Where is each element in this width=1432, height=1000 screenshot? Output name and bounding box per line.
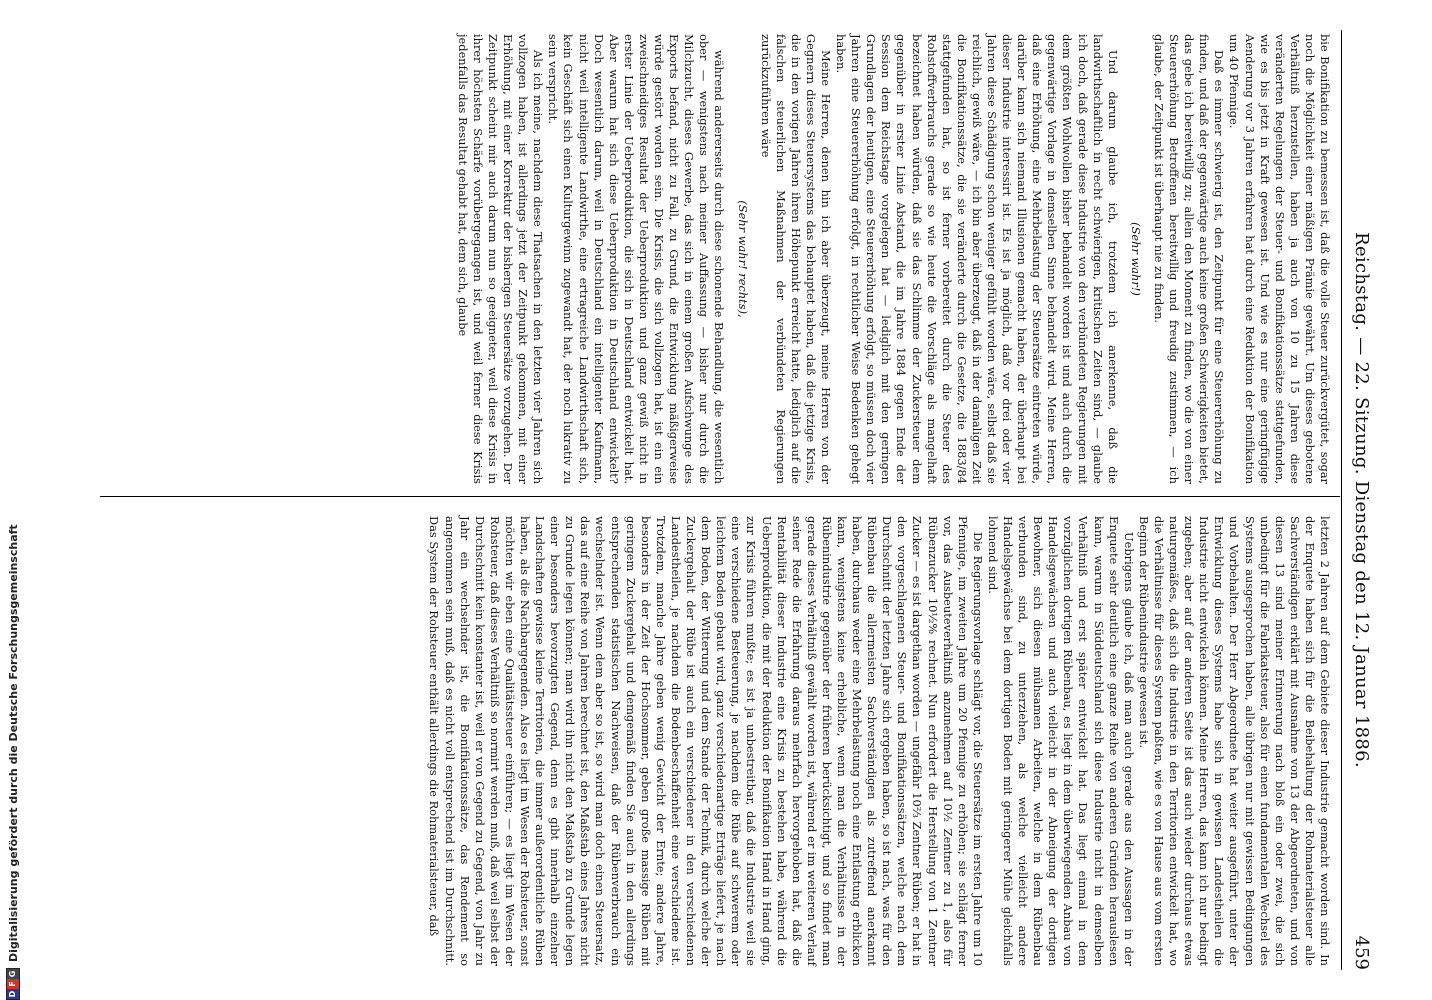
header-rule — [1341, 30, 1342, 970]
paragraph: letzten 2 Jahren auf dem Gebiete dieser Industrie gemacht worden sind. In der Enquete haben sich für die Beibehaltung der Rohmaterialsteuer alle Sachverständigen erklärt mit Ausnahme von 13 der Abgeordneten, und von diesen 13 sind meiner Erinnerung nach bloß ein oder zwei, die sich unbedingt für die Fabrikatsteuer, also für einen fundamentalen Wechsel des Systems ausgesprochen haben, alle übrigen nur mit gewissen Bedingungen und Vorbehalten. Der Herr Abgeordnete hat weiter ausgeführt, unter der Entwicklung dieses Systems habe sich in gewissen Landestheilen die Industrie nicht entwickeln können. Meine Herren, das kann ich nur bedingt zugeben; aber auf der anderen Seite ist das auch wieder durchaus etwas naturgemäßes, daß sich die Industrie in den Territorien entwickelt hat, wo die Verhältnisse für dieses System paßten, wie es von Hause aus vom ersten Beginn der Rübenindustrie gewesen ist. — [1136, 516, 1332, 966]
paragraph: während andererseits durch diese schonende Behandlung, die wesentlich ober — wenigstens nach meiner Auffassung — bisher nur durch die Milchzucht, dieses Gewerbe, das sich in einem großen Aufschwunge des Exports befand, nicht zu Fall, zu Grund, die Entwicklung mäßigerweise würde gestört worden sein. Die Krisis, die sich vollzogen hat, ist ein ein zweischneidiges Resultat der Ueberproduktion und ganz gewiß nicht in erster Linie der Ueberproduktion, die sich in Deutschland entwickelt hat. Aber warum hat sich diese Ueberproduktion in Deutschland entwickelt? Doch wesentlich darum, weil in Deutschland ein intelligenter Kaufmann, nicht weil intelligente Landwirthe, eine ertragreiche Landwirthschaft sich, kein Geschäft sich einen Kulturgewinn zugewandt hat, der noch lukrativ zu sein verspricht. — [546, 34, 727, 484]
paragraph: Die Regierungsvorlage schlägt vor, die Steuersätze im ersten Jahre um 10 Pfennige, im zweiten Jahre um 20 Pfennige zu erhöhen; sie schlägt ferner vor, das Ausbeuteverhältniß anzunehmen auf 10½ Zentner zu 1, also für Rübenzucker 10½% rechnet. Nun erfordert die Herstellung von 1 Zentner Zucker — es ist dargethan worden — ungefähr 10⅔ Zentner Rüben; er hat in den vorgeschlagenen Steuer- und Bonifikationssätzen, welche nach dem Durchschnitt der letzten Jahre sich ergeben haben, so ist nach, was für den Rübenbau die allermeisten Sachverständigen als zutreffend anerkannt haben, durchaus weder eine Mehrbelastung noch eine Entlastung erblicken kann, wenigstens keine erhebliche, wenn man die Verhältnisse in der Rübenindustrie gegenüber der früheren berücksichtigt, und so findet man gerade dieses Verhältniß gewählt worden ist, während er im weiteren Verlauf seiner Rede die Erfahrung daraus mehrfach hervorgehoben hat, daß die Rentabilität dieser Industrie eine Krisis zu bestehen habe, während die Ueberproduktion, die mit der Reduktion der Bonifikation Hand in Hand ging, zur Krisis führen mußte; es ist ja unbestreitbar, daß die Industrie weil sie eine verschiedene Besteuerung, je nachdem die Rübe auf schwerem oder leichtem Boden gebaut wird, ganz verschiedenartige Erträge liefert, je nach dem Boden, der Witterung und dem Stande der Technik, durch welche der Zuckergehalt der Rübe ist auch ein verschiedener in den verschiedenen Landestheilen, je nachdem die Bodenbeschaffenheit eine verschiedene ist. Trotzdem, manche Jahre geben wenig Gewicht der Ernte; andere Jahre, besonders in der Zeit der Hochsommer, geben große massige Rüben mit geringem Zuckergehalt und demgemäß finden Sie auch in den allerdings entsprechenden statistischen Nachweisen, daß der Rübenverbrauch ein wechselnder ist. Wenn dem aber so ist, so wird man doch einen Steuersatz, das auf eine Reihe von Jahren berechnet ist, den Maßstab eines Jahres nicht zu Grunde legen können; man wird ihn nicht den Maßstab zu Grunde legen einer besonders bevorzugten Gegend, denn es gibt innerhalb einzelner Landschaften gewisse kleine Territorien, die immer außerordentliche Rüben haben, als die Nachbargegenden. Also es liegt im Wesen der Rohsteuer, sonst möchten wir eben eine Qualitätssteuer einführen; — es liegt im Wesen der Rohsteuer, daß dieses Verhältniß so normirt werden muß, daß weil selbst der Durchschnitt kein konstanter ist, weil er von Gegend zu Gegend, von Jahr zu Jahr ein wechselnder ist, die Bonifikationssätze, das Rendement so angenommen sein muß, daß es nicht voll entsprechend ist im Durchschnitt. Das System der Rohsteuer enthält allerdings die Rohmaterialsteuer, daß — [427, 516, 985, 966]
column-separator — [100, 496, 1340, 497]
rotated-page — [100, 0, 1400, 1000]
interjection: (Sehr wahr! rechts), — [735, 200, 750, 318]
right-column — [426, 516, 1332, 966]
running-header — [1346, 30, 1372, 970]
digitization-credit — [2, 0, 24, 1000]
dfg-logo-icon: D F G — [6, 968, 20, 1000]
paragraph: bie Bonifikation zu bemessen ist, daß die volle Steuer zurückvergütet, sogar noch die Möglichkeit einer mäßigen Prämie gewährt. Um dieses gebotene Verhältniß herzustellen, haben ja auch von 10 zu 15 Jahren diese veränderten Regelungen der Steuer- und Bonifikationssätze stattgefunden, wie es bis jetzt in Kraft gewesen ist. Und wie es nur eine geringfügige Aenderung vor 3 Jahren erfahren hat durch eine Reduktion der Bonifikation um 40 Pfennige. — [1227, 34, 1332, 484]
credit-text: Digitalisierung gefördert durch die Deutsche Forschungsgemeinschaft — [6, 524, 20, 962]
running-title: Reichstag. — 22. Sitzung. Dienstag den 12. Januar 1886. — [1351, 232, 1372, 768]
interjection: (Sehr wahr!) — [1128, 222, 1143, 296]
page-number: 459 — [1351, 935, 1372, 970]
paragraph: Daß es immer schwierig ist, den Zeitpunkt für eine Steuererhöhung zu finden, und daß der gegenwärtige auch keine großen Schwierigkeiten bietet, das gebe ich bereitwillig zu; allein den Moment zu finden, wo die von einer Steuererhöhung Betroffenen bereitwillig und freudig zustimmen, — ich glaube, der Zeitpunkt ist überhaupt nie zu finden. — [1151, 34, 1227, 484]
left-column — [455, 34, 1332, 484]
paragraph: Meine Herren, denen hin ich aber überzeugt, meine Herren von der Gegnern dieses Steuersystems das behauptet haben, daß die jetzige Krisis, die in den vorigen Jahren ihren Höhepunkt erreicht hatte, lediglich auf die falschen steuerlichen Maßnahmen der verbündeten Regierungen zurückzuführen wäre — [758, 34, 833, 484]
paragraph: Als ich meine, nachdem diese Thatsachen in den letzten vier Jahren sich vollzogen haben, ist allerdings jetzt der Zeitpunkt gekommen, mit einer Erhöhung, mit einer Korrektur der bisherigen Steuersätze vorzugehen. Der Zeitpunkt scheint mir auch darum nun so geeigneter, weil diese Krisis in ihrer höchsten Schärfe vorübergegangen ist, und weil ferner diese Krisis jedenfalls das Resultat gehabt hat, dem sich, glaube — [455, 34, 546, 484]
paragraph: Uebrigens glaube ich, daß man auch gerade aus den Aussagen in der Enquete sehr deutlich eine ganze Reihe von anderen Gründen herauslesen kann, warum in Süddeutschland sich diese Industrie nicht in demselben Verhältniß und erst später entwickelt hat. Das liegt einmal in dem vorzüglichen dortigen Rübenbau, es liegt in dem überwiegenden Anbau von Handelsgewächsen und auch vielleicht in der Abneigung der dortigen Bewohner, sich diesen mühsamen Arbeiten, welche in dem Rübenbau verbunden sind, zu unterziehen, als welche vielleicht andere Handelsgewächse bei dem dortigen Boden mit geringerer Mühe gleichfalls lohnend sind. — [985, 516, 1136, 966]
paragraph: Und darum glaube ich, trotzdem ich anerkenne, daß die landwirthschaftlich in recht schwierigen, kritischen Zeiten sind, — glaube ich doch, daß gerade diese Industrie von den verbündeten Regierungen mit dem größten Wohlwollen bisher behandelt worden ist und auch durch die gegenwärtige Vorlage in demselben Sinne behandelt wird. Meine Herren, daß eine Erhöhung, eine Mehrbelastung der Steuersätze eintreten würde, darüber kann sich niemand Illusionen gemacht haben, der überhaupt bei dieser Industrie interessirt ist. Es ist ja möglich, daß vor drei oder vier Jahren diese Schädigung schon weniger gefühlt worden wäre, selbst daß sie reichlich, gewiß wäre, — ich bin aber überzeugt, daß in der damaligen Zeit die Bonifikationssätze, die sie veränderte durch die Gesetze, die 1883/84 stattgefunden hat, so ist ferner vorbereitet durch die Steuer des Rohstoffverbrauchs gerade so wie heute die Vorschläge als mangelhaft bezeichnet haben würden, daß sie das Schlimme der Zuckersteuer dem gegenüber in erster Linie Abstand, die im Jahre 1884 gegen Ende der Session dem Reichstage vorgelegen hat — lediglich mit den geringen Grundlagen der heutigen, eine Steuererhöhung erfolgt, so müssen doch vier Jahren eine Steuererhöhung erfolgt, in rechtlicher Weise Bedenken gehegt haben. — [834, 34, 1120, 484]
